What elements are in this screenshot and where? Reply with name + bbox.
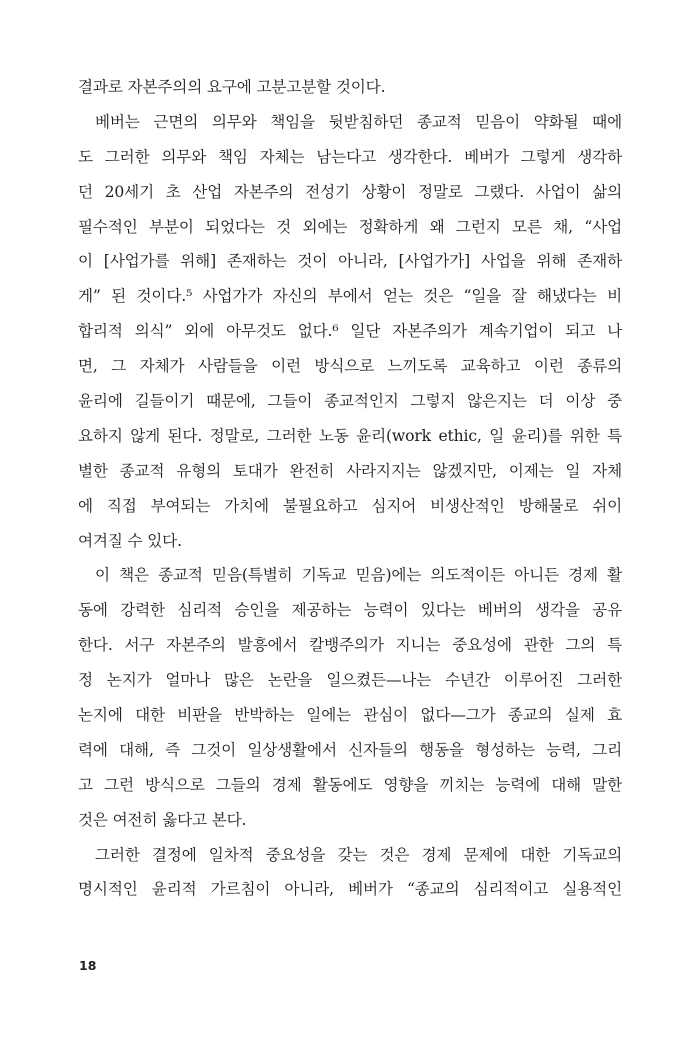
text-line: 필수적인 부분이 되었다는 것 외에는 정확하게 왜 그런지 모른 채, “사업 <box>78 217 622 236</box>
text-line: 여겨질 수 있다. <box>78 531 182 550</box>
text-line: 력에 대해, 즉 그것이 일상생활에서 신자들의 행동을 형성하는 능력, 그리 <box>78 740 622 759</box>
text-line: 정 논지가 얼마나 많은 논란을 일으켰든—나는 수년간 이루어진 그러한 <box>78 671 622 690</box>
text-line: 게” 된 것이다.⁵ 사업가가 자신의 부에서 얻는 것은 “일을 잘 해냈다는 비 <box>78 287 622 306</box>
text-line: 이 책은 종교적 믿음(특별히 기독교 믿음)에는 의도적이든 아니든 경제 활 <box>95 566 622 585</box>
text-line: 윤리에 길들이기 때문에, 그들이 종교적인지 그렇지 않은지는 더 이상 중 <box>78 392 622 411</box>
text-line: 논지에 대한 비판을 반박하는 일에는 관심이 없다—그가 종교의 실제 효 <box>78 706 622 725</box>
text-line: 요하지 않게 된다. 정말로, 그러한 노동 윤리(work ethic, 일 윤리)를 위한 특 <box>78 426 622 445</box>
text-line: 명시적인 윤리적 가르침이 아니라, 베버가 “종교의 심리적이고 실용적인 <box>78 880 622 899</box>
text-line: 도 그러한 의무와 책임 자체는 남는다고 생각한다. 베버가 그렇게 생각하 <box>78 147 622 166</box>
text-line: 그러한 결정에 일차적 중요성을 갖는 것은 경제 문제에 대한 기독교의 <box>95 845 622 864</box>
page-number: 18 <box>79 958 97 973</box>
text-line: 던 20세기 초 산업 자본주의 전성기 상황이 정말로 그랬다. 사업이 삶의 <box>78 182 622 201</box>
text-line: 한다. 서구 자본주의 발흥에서 칼뱅주의가 지니는 중요성에 관한 그의 특 <box>78 636 622 655</box>
text-line: 이 [사업가를 위해] 존재하는 것이 아니라, [사업가가] 사업을 위해 존재하 <box>78 252 622 271</box>
text-line: 합리적 의식” 외에 아무것도 없다.⁶ 일단 자본주의가 계속기업이 되고 나 <box>78 322 622 341</box>
text-line: 고 그런 방식으로 그들의 경제 활동에도 영향을 끼치는 능력에 대해 말한 <box>78 775 622 794</box>
text-line: 것은 여전히 옳다고 본다. <box>78 810 247 829</box>
text-line: 별한 종교적 유형의 토대가 완전히 사라지지는 않겠지만, 이제는 일 자체 <box>78 461 622 480</box>
text-line: 면, 그 자체가 사람들을 이런 방식으로 느끼도록 교육하고 이런 종류의 <box>78 357 622 376</box>
text-line: 결과로 자본주의의 요구에 고분고분할 것이다. <box>78 78 386 96</box>
text-line: 에 직접 부여되는 가치에 불필요하고 심지어 비생산적인 방해물로 쉬이 <box>78 496 622 515</box>
text-line: 동에 강력한 심리적 승인을 제공하는 능력이 있다는 베버의 생각을 공유 <box>78 601 622 620</box>
body-text <box>78 70 622 907</box>
text-line: 베버는 근면의 의무와 책임을 뒷받침하던 종교적 믿음이 약화될 때에 <box>95 112 622 131</box>
